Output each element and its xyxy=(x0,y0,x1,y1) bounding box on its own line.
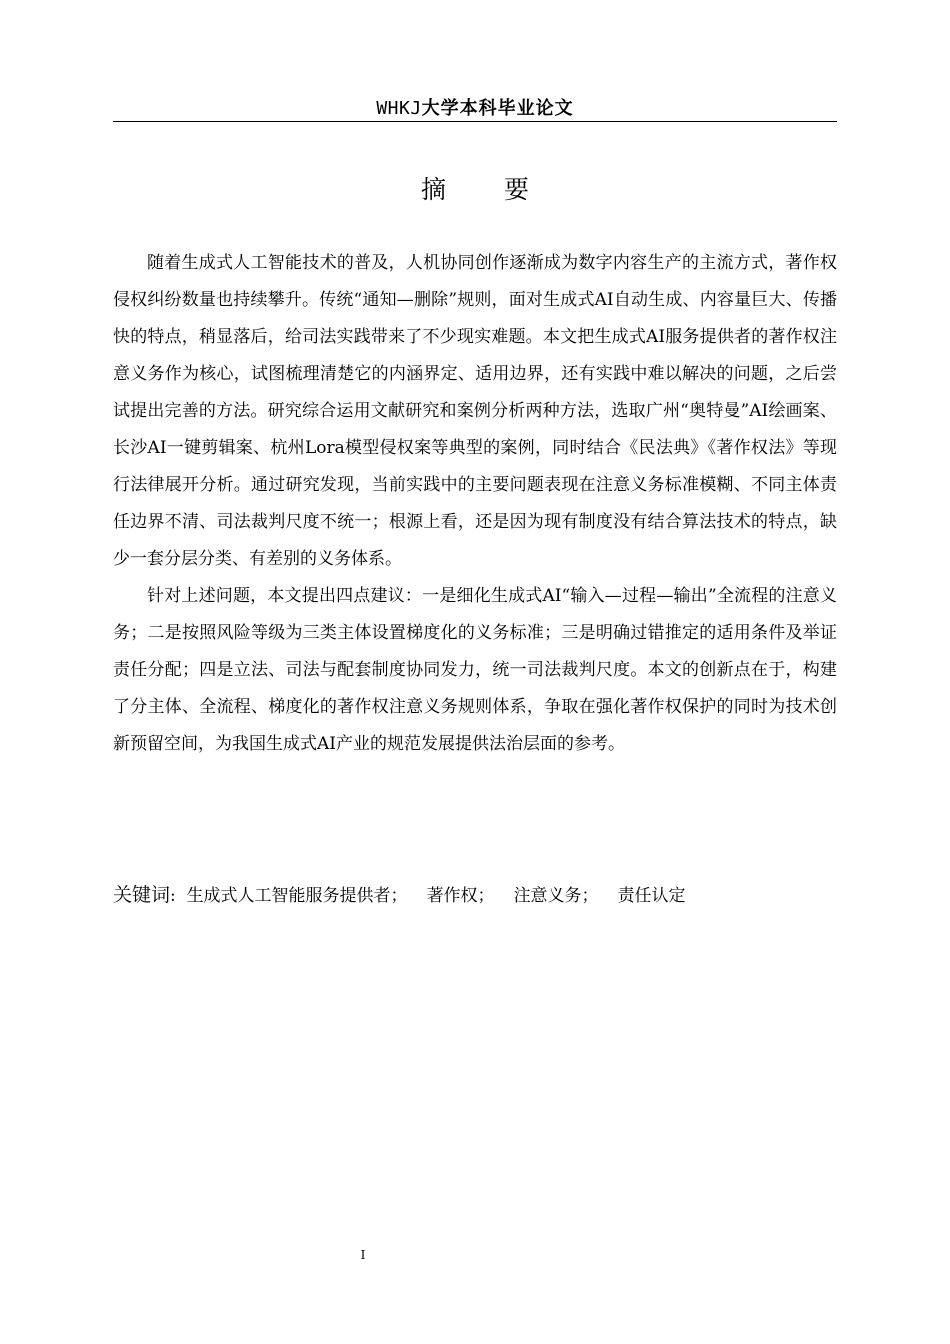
keyword-item: 责任认定 xyxy=(617,886,686,906)
abstract-title: 摘要 xyxy=(420,175,587,204)
keyword-item: 著作权； xyxy=(426,886,495,906)
keywords-label: 关键词 xyxy=(113,884,171,906)
abstract-paragraph: 针对上述问题，本文提出四点建议：一是细化生成式AI“输入—过程—输出”全流程的注意义务；二是按照风险等级为三类主体设置梯度化的义务标准；三是明确过错推定的适用条件及举证责任分配；四是立法、司法与配套制度协同发力，统一司法裁判尺度。本文的创新点在于，构建了分主体、全流程、梯度化的著作权注意义务规则体系，争取在强化著作权保护的同时为技术创新预留空间，为我国生成式AI产业的规范发展提供法治层面的参考。 xyxy=(113,586,837,754)
abstract-paragraph: 随着生成式人工智能技术的普及，人机协同创作逐渐成为数字内容生产的主流方式，著作权侵权纠纷数量也持续攀升。传统“通知—删除”规则，面对生成式AI自动生成、内容量巨大、传播快的特点，稍显落后，给司法实践带来了不少现实难题。本文把生成式AI服务提供者的著作权注意义务作为核心，试图梳理清楚它的内涵界定、适用边界，还有实践中难以解决的问题，之后尝试提出完善的方法。研究综合运用文献研究和案例分析两种方法，选取广州“奥特曼”AI绘画案、长沙AI一键剪辑案、杭州Lora模型侵权案等典型的案例，同时结合《民法典》《著作权法》等现行法律展开分析。通过研究发现，当前实践中的主要问题表现在注意义务标准模糊、不同主体责任边界不清、司法裁判尺度不统一；根源上看，还是因为现有制度没有结合算法技术的特点，缺少一套分层分类、有差别的义务体系。 xyxy=(113,253,837,569)
abstract-body xyxy=(113,245,837,763)
page-header xyxy=(113,94,837,122)
school-code: WHKJ xyxy=(376,98,422,119)
keyword-item: 生成式人工智能服务提供者； xyxy=(186,886,408,906)
keyword-item: 注意义务； xyxy=(513,886,599,906)
page-number: I xyxy=(360,1248,366,1262)
keywords-separator: : xyxy=(170,886,176,906)
keywords xyxy=(113,880,837,911)
thesis-type: 大学本科毕业论文 xyxy=(421,98,574,119)
